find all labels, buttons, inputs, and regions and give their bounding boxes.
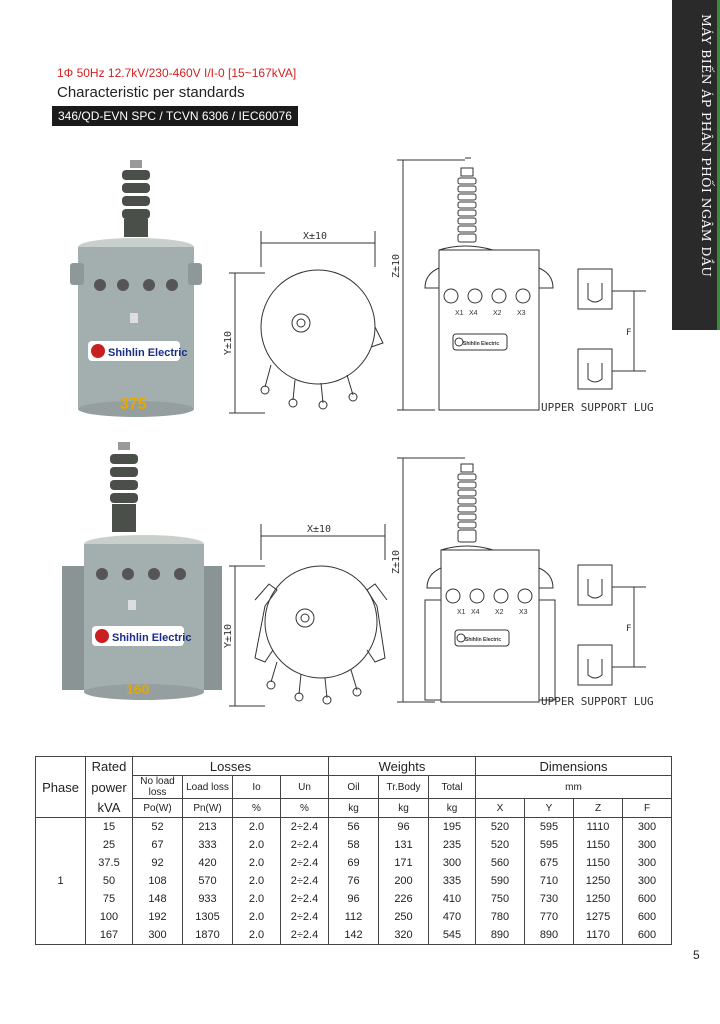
table-cell: 520 [476, 836, 525, 854]
side-view-drawing-2 [391, 450, 565, 710]
table-cell: 2÷2.4 [281, 872, 329, 890]
table-cell: 1170 [574, 926, 623, 945]
f-dimension-label: F [626, 328, 632, 338]
photo-rating-1: 375 [120, 396, 147, 413]
bushing-label-x3: X3 [517, 310, 526, 317]
table-cell: 1150 [574, 854, 623, 872]
header-rated: Rated [86, 757, 133, 776]
nameplate-label-2: Shihlin Electric [465, 637, 502, 643]
table-cell: 2.0 [233, 872, 281, 890]
top-view-drawing-1 [225, 225, 390, 420]
spec-subtitle: 1Φ 50Hz 12.7kV/230-460V I/I-0 [15~167kVA] [57, 66, 297, 80]
bushing-label-x2-b: X2 [495, 609, 504, 616]
sidebar-title: MÁY BIẾN ÁP PHÂN PHỐI NGÂM DẦU [699, 14, 714, 278]
unit-po: Po(W) [133, 799, 183, 818]
photo-brand-2: Shihlin Electric [112, 632, 192, 644]
table-cell: 2÷2.4 [281, 818, 329, 837]
photo-rating-2: 160 [126, 681, 150, 697]
table-cell: 675 [525, 854, 574, 872]
table-cell: 96 [329, 890, 379, 908]
phase-value: 1 [36, 818, 86, 945]
z-dimension-label: Z±10 [391, 253, 402, 278]
table-cell: 67 [133, 836, 183, 854]
table-cell: 2.0 [233, 818, 281, 837]
table-cell: 15 [86, 818, 133, 837]
spec-table [35, 756, 672, 945]
bushing-label-x4-b: X4 [471, 609, 480, 616]
table-cell: 108 [133, 872, 183, 890]
table-cell: 320 [379, 926, 429, 945]
table-cell: 148 [133, 890, 183, 908]
transformer-photo-2 [62, 440, 222, 710]
table-cell: 590 [476, 872, 525, 890]
table-cell: 226 [379, 890, 429, 908]
table-cell: 92 [133, 854, 183, 872]
y-dimension-label: Y±10 [223, 330, 234, 355]
table-cell: 730 [525, 890, 574, 908]
unit-x: X [476, 799, 525, 818]
header-io: Io [233, 776, 281, 799]
unit-y: Y [525, 799, 574, 818]
header-trbody: Tr.Body [379, 776, 429, 799]
table-cell: 200 [379, 872, 429, 890]
bushing-label-x2: X2 [493, 310, 502, 317]
table-cell: 2.0 [233, 890, 281, 908]
bushing-label-x1: X1 [455, 310, 464, 317]
table-cell: 2.0 [233, 854, 281, 872]
header-load-loss: Load loss [183, 776, 233, 799]
header-dimensions: Dimensions [476, 757, 672, 776]
table-cell: 2.0 [233, 926, 281, 945]
table-cell: 112 [329, 908, 379, 926]
table-cell: 1870 [183, 926, 233, 945]
transformer-photo-1 [70, 155, 220, 425]
table-cell: 750 [476, 890, 525, 908]
table-cell: 2÷2.4 [281, 926, 329, 945]
table-cell: 25 [86, 836, 133, 854]
header-losses: Losses [133, 757, 329, 776]
nameplate-label: Shihlin Electric [463, 341, 500, 347]
table-cell: 300 [623, 872, 672, 890]
x-dimension-label: X±10 [303, 231, 328, 242]
table-cell: 131 [379, 836, 429, 854]
unit-total: kg [429, 799, 476, 818]
table-cell: 595 [525, 818, 574, 837]
table-cell: 58 [329, 836, 379, 854]
table-cell: 595 [525, 836, 574, 854]
table-cell: 100 [86, 908, 133, 926]
standards-badge: 346/QD-EVN SPC / TCVN 6306 / IEC60076 [52, 106, 298, 126]
table-cell: 2÷2.4 [281, 908, 329, 926]
table-cell: 2÷2.4 [281, 836, 329, 854]
bushing-label-x3-b: X3 [519, 609, 528, 616]
table-cell: 335 [429, 872, 476, 890]
table-cell: 333 [183, 836, 233, 854]
table-cell: 1305 [183, 908, 233, 926]
side-view-drawing-1 [391, 150, 565, 420]
header-kva: kVA [86, 799, 133, 818]
table-cell: 75 [86, 890, 133, 908]
table-cell: 890 [525, 926, 574, 945]
header-weights: Weights [329, 757, 476, 776]
header-total: Total [429, 776, 476, 799]
table-cell: 235 [429, 836, 476, 854]
table-cell: 76 [329, 872, 379, 890]
z-dimension-label-2: Z±10 [391, 549, 402, 574]
table-cell: 2.0 [233, 908, 281, 926]
table-cell: 410 [429, 890, 476, 908]
table-cell: 545 [429, 926, 476, 945]
table-cell: 1250 [574, 872, 623, 890]
page-number: 5 [693, 948, 700, 962]
x-dimension-label-2: X±10 [307, 524, 332, 535]
bushing-label-x1-b: X1 [457, 609, 466, 616]
table-cell: 37.5 [86, 854, 133, 872]
table-cell: 600 [623, 926, 672, 945]
lug-caption-2: UPPER SUPPORT LUG [541, 695, 654, 708]
table-cell: 710 [525, 872, 574, 890]
table-cell: 192 [133, 908, 183, 926]
header-phase: Phase [36, 757, 86, 818]
table-cell: 890 [476, 926, 525, 945]
table-cell: 300 [429, 854, 476, 872]
unit-pn: Pn(W) [183, 799, 233, 818]
unit-io: % [233, 799, 281, 818]
unit-un: % [281, 799, 329, 818]
support-lug-detail-1 [570, 255, 650, 405]
table-cell: 560 [476, 854, 525, 872]
table-cell: 2.0 [233, 836, 281, 854]
header-oil: Oil [329, 776, 379, 799]
table-cell: 56 [329, 818, 379, 837]
table-cell: 300 [623, 818, 672, 837]
table-cell: 52 [133, 818, 183, 837]
table-cell: 50 [86, 872, 133, 890]
table-cell: 420 [183, 854, 233, 872]
photo-brand-1: Shihlin Electric [108, 347, 188, 359]
bushing-label-x4: X4 [469, 310, 478, 317]
table-cell: 300 [623, 836, 672, 854]
table-cell: 250 [379, 908, 429, 926]
table-cell: 195 [429, 818, 476, 837]
table-cell: 1250 [574, 890, 623, 908]
unit-z: Z [574, 799, 623, 818]
table-cell: 167 [86, 926, 133, 945]
table-cell: 600 [623, 890, 672, 908]
f-dimension-label-2: F [626, 624, 632, 634]
table-cell: 2÷2.4 [281, 854, 329, 872]
table-cell: 69 [329, 854, 379, 872]
table-cell: 96 [379, 818, 429, 837]
table-cell: 213 [183, 818, 233, 837]
table-cell: 142 [329, 926, 379, 945]
unit-oil: kg [329, 799, 379, 818]
y-dimension-label-2: Y±10 [223, 623, 234, 648]
table-cell: 780 [476, 908, 525, 926]
table-cell: 600 [623, 908, 672, 926]
table-cell: 1275 [574, 908, 623, 926]
header-un: Un [281, 776, 329, 799]
support-lug-detail-2 [570, 555, 650, 695]
table-cell: 520 [476, 818, 525, 837]
table-cell: 300 [623, 854, 672, 872]
table-cell: 770 [525, 908, 574, 926]
table-cell: 470 [429, 908, 476, 926]
lug-caption-1: UPPER SUPPORT LUG [541, 401, 654, 414]
table-cell: 1110 [574, 818, 623, 837]
unit-f: F [623, 799, 672, 818]
header-noload-loss: No load loss [133, 776, 183, 799]
table-cell: 1150 [574, 836, 623, 854]
table-cell: 570 [183, 872, 233, 890]
unit-trbody: kg [379, 799, 429, 818]
table-cell: 300 [133, 926, 183, 945]
table-cell: 933 [183, 890, 233, 908]
page-title: Characteristic per standards [57, 84, 245, 101]
header-power: power [86, 776, 133, 799]
header-mm: mm [476, 776, 672, 799]
table-cell: 2÷2.4 [281, 890, 329, 908]
top-view-drawing-2 [225, 518, 390, 718]
table-cell: 171 [379, 854, 429, 872]
